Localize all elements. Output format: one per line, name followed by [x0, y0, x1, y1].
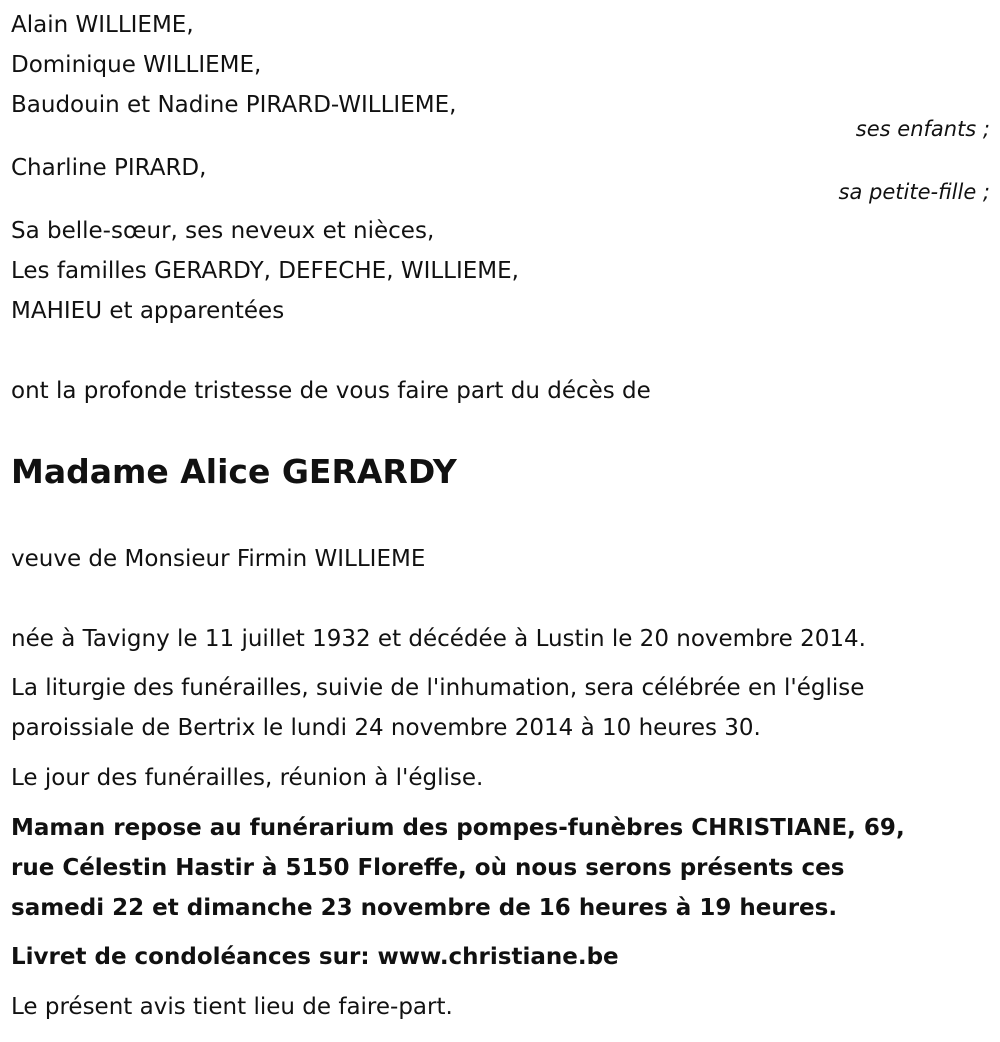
widow-of: veuve de Monsieur Firmin WILLIEME	[11, 546, 426, 572]
birth-death: née à Tavigny le 11 juillet 1932 et décédée à Lustin le 20 novembre 2014.	[11, 626, 866, 652]
liturgy-line-2: paroissiale de Bertrix le lundi 24 novembre 2014 à 10 heures 30.	[11, 715, 761, 741]
announcement: ont la profonde tristesse de vous faire part du décès de	[11, 378, 651, 404]
child-name-3: Baudouin et Nadine PIRARD-WILLIEME,	[11, 92, 457, 118]
children-role: ses enfants ;	[855, 117, 990, 141]
condolences: Livret de condoléances sur: www.christiane.be	[11, 944, 619, 970]
relatives-line-1: Sa belle-sœur, ses neveux et nièces,	[11, 218, 435, 244]
funerarium-line-3: samedi 22 et dimanche 23 novembre de 16 heures à 19 heures.	[11, 895, 838, 921]
notice: Le présent avis tient lieu de faire-part.	[11, 994, 453, 1020]
meeting: Le jour des funérailles, réunion à l'église.	[11, 765, 484, 791]
deceased-name: Madame Alice GERARDY	[11, 452, 457, 491]
liturgy-line-1: La liturgie des funérailles, suivie de l'inhumation, sera célébrée en l'église	[11, 675, 865, 701]
funerarium-line-1: Maman repose au funérarium des pompes-funèbres CHRISTIANE, 69,	[11, 815, 905, 841]
granddaughter-name: Charline PIRARD,	[11, 155, 207, 181]
relatives-line-2: Les familles GERARDY, DEFECHE, WILLIEME,	[11, 258, 519, 284]
relatives-line-3: MAHIEU et apparentées	[11, 298, 285, 324]
child-name-2: Dominique WILLIEME,	[11, 52, 262, 78]
child-name-1: Alain WILLIEME,	[11, 12, 194, 38]
funerarium-line-2: rue Célestin Hastir à 5150 Floreffe, où nous serons présents ces	[11, 855, 845, 881]
granddaughter-role: sa petite-fille ;	[838, 180, 990, 204]
